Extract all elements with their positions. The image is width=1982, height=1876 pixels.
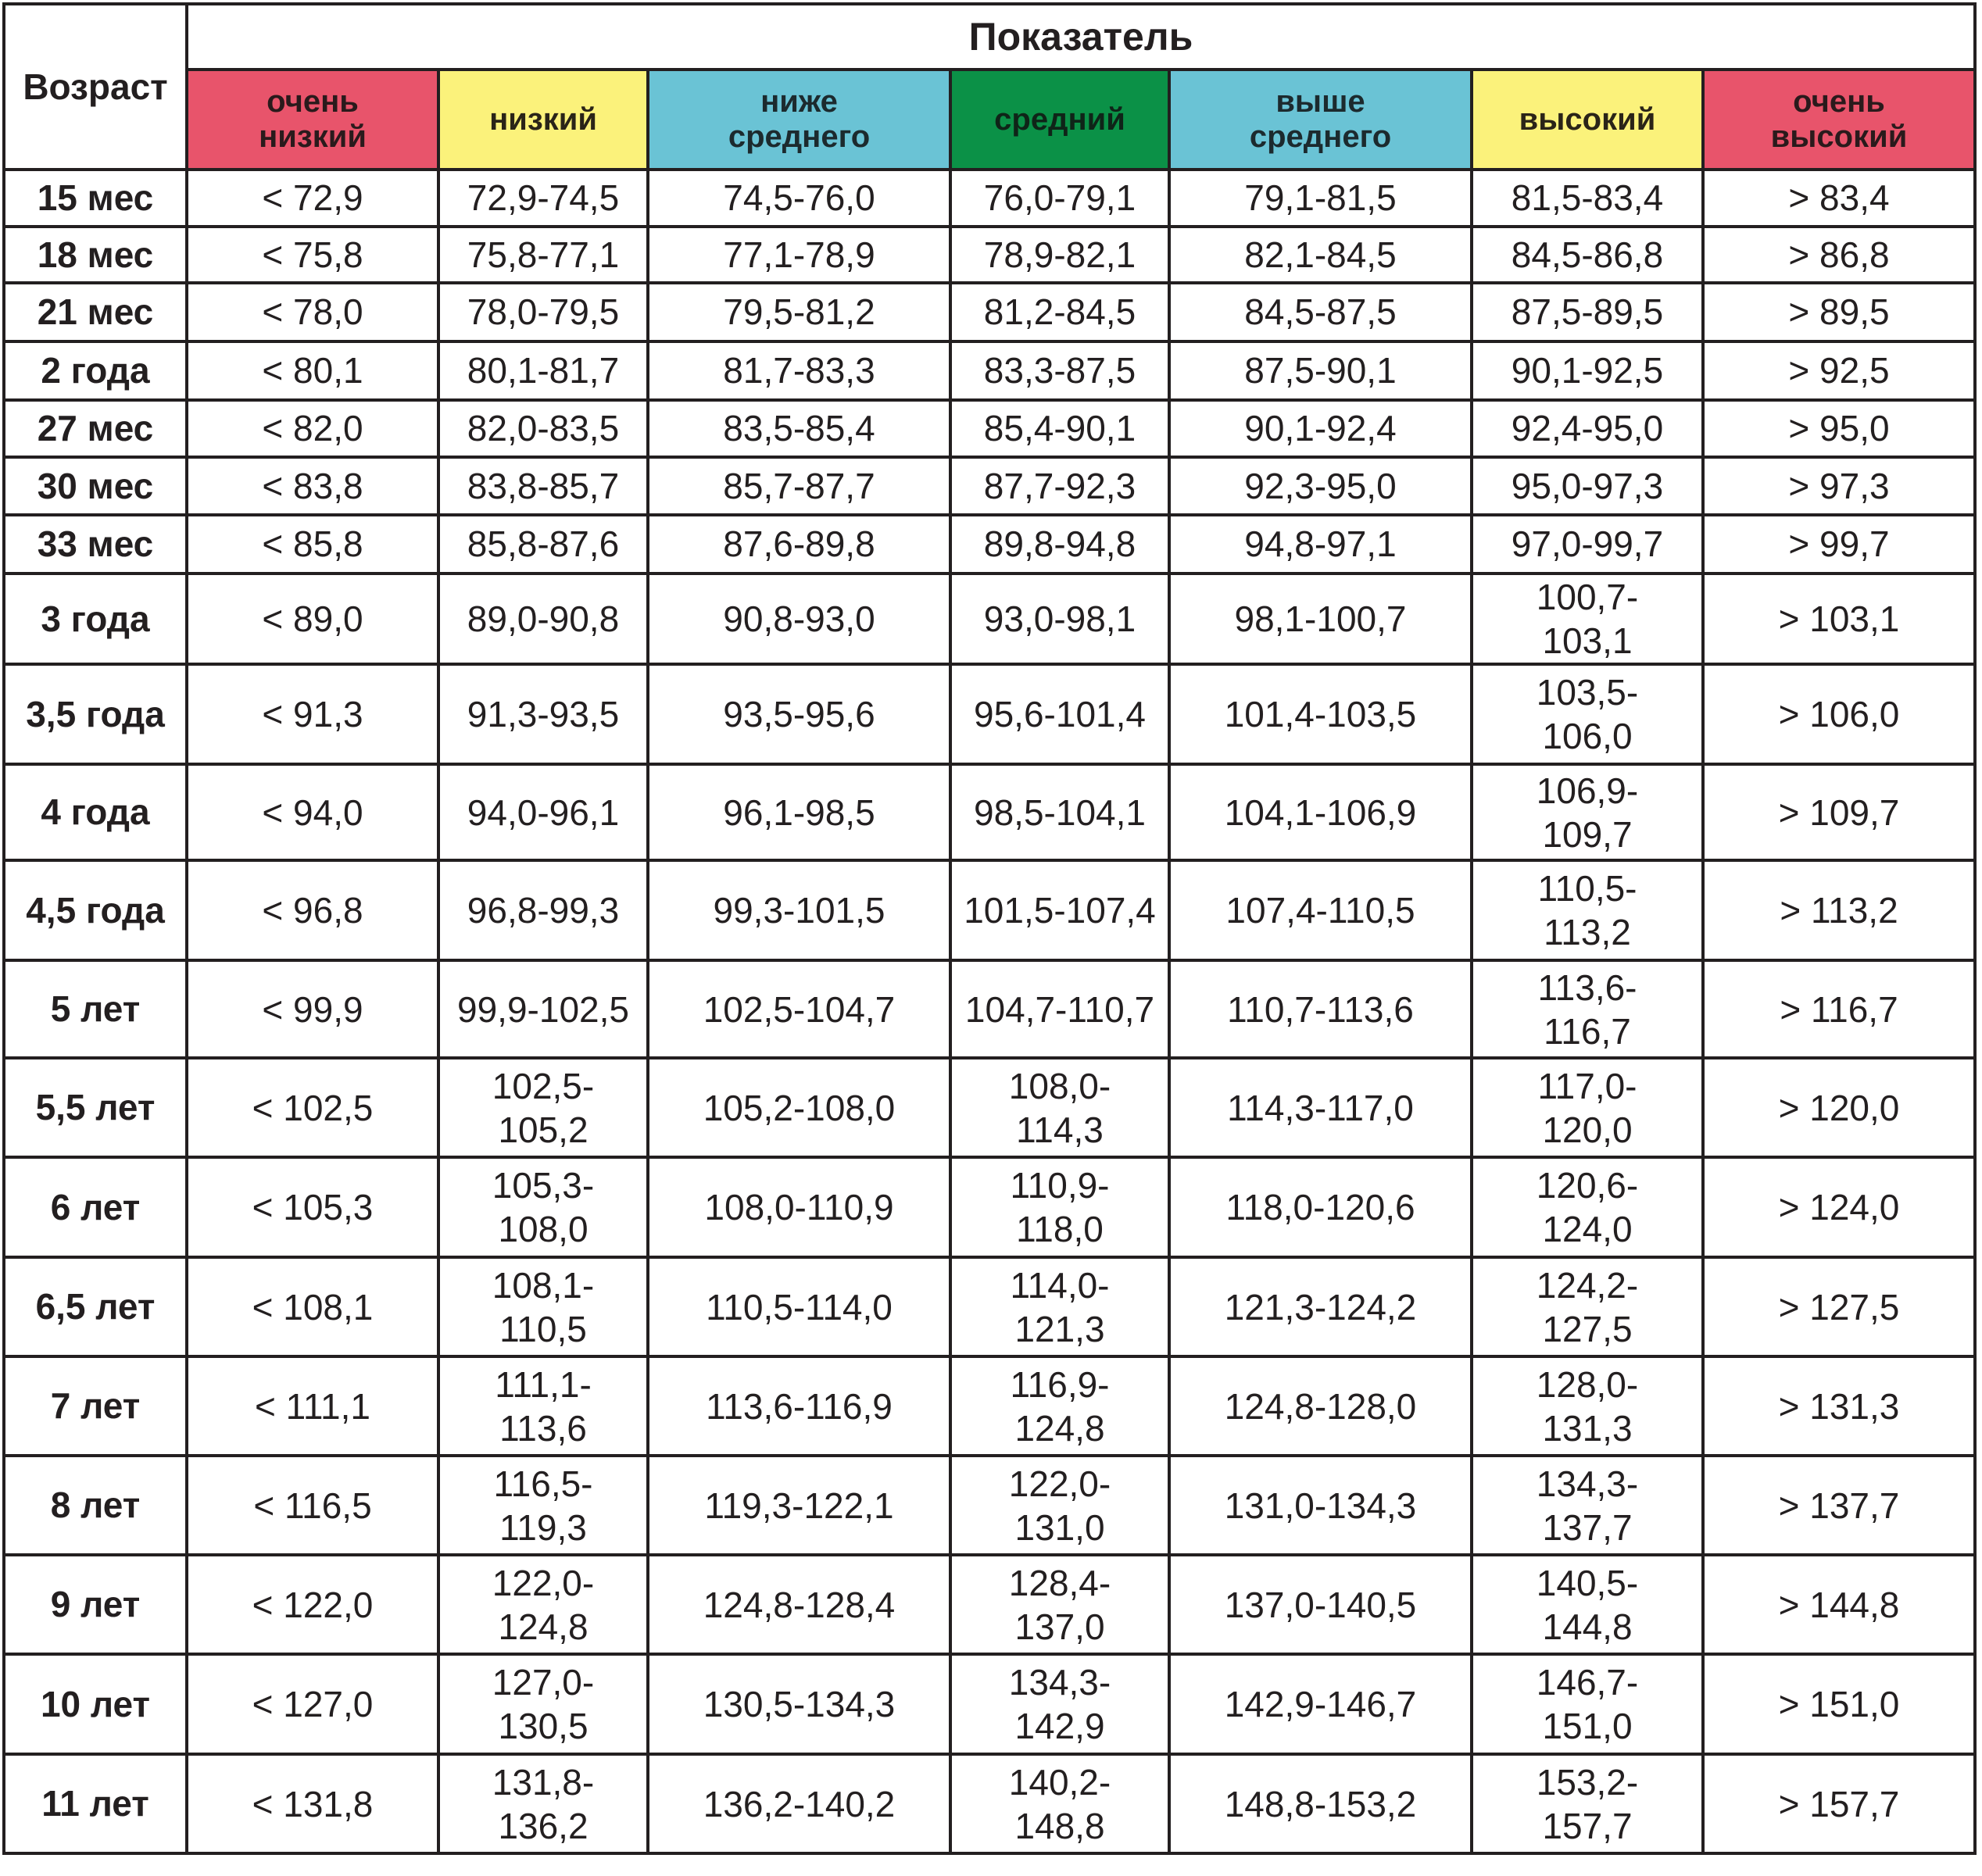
value-cell-below-average: 99,3-101,5 — [648, 860, 950, 960]
value-cell-high: 95,0-97,3 — [1472, 457, 1703, 515]
value-cell-above-average: 82,1-84,5 — [1169, 227, 1472, 283]
value-cell-very-high: > 106,0 — [1703, 664, 1975, 764]
age-cell: 4,5 года — [4, 860, 187, 960]
value-cell-very-high: > 99,7 — [1703, 515, 1975, 574]
age-cell: 33 мес — [4, 515, 187, 574]
value-cell-low: 72,9-74,5 — [438, 170, 648, 227]
value-cell-low: 108,1- 110,5 — [438, 1257, 648, 1356]
value-cell-average: 128,4- 137,0 — [950, 1555, 1169, 1654]
value-cell-below-average: 108,0-110,9 — [648, 1157, 950, 1257]
value-cell-low: 96,8-99,3 — [438, 860, 648, 960]
value-cell-below-average: 113,6-116,9 — [648, 1356, 950, 1456]
value-cell-low: 85,8-87,6 — [438, 515, 648, 574]
age-cell: 21 мес — [4, 283, 187, 341]
value-cell-above-average: 101,4-103,5 — [1169, 664, 1472, 764]
category-header-average: средний — [950, 70, 1169, 170]
table-row — [4, 1555, 1975, 1654]
age-cell: 27 мес — [4, 400, 187, 457]
table-row — [4, 1058, 1975, 1157]
value-cell-very-low: < 99,9 — [187, 960, 438, 1058]
value-cell-very-high: > 157,7 — [1703, 1754, 1975, 1853]
value-cell-above-average: 148,8-153,2 — [1169, 1754, 1472, 1853]
value-cell-low: 94,0-96,1 — [438, 764, 648, 860]
value-cell-above-average: 124,8-128,0 — [1169, 1356, 1472, 1456]
value-cell-low: 116,5- 119,3 — [438, 1456, 648, 1555]
age-cell: 7 лет — [4, 1356, 187, 1456]
value-cell-high: 153,2- 157,7 — [1472, 1754, 1703, 1853]
value-cell-very-low: < 75,8 — [187, 227, 438, 283]
value-cell-average: 108,0- 114,3 — [950, 1058, 1169, 1157]
value-cell-high: 120,6- 124,0 — [1472, 1157, 1703, 1257]
value-cell-below-average: 136,2-140,2 — [648, 1754, 950, 1853]
value-cell-above-average: 94,8-97,1 — [1169, 515, 1472, 574]
value-cell-average: 83,3-87,5 — [950, 341, 1169, 400]
value-cell-high: 87,5-89,5 — [1472, 283, 1703, 341]
value-cell-very-high: > 151,0 — [1703, 1654, 1975, 1754]
age-cell: 8 лет — [4, 1456, 187, 1555]
age-cell: 18 мес — [4, 227, 187, 283]
value-cell-average: 89,8-94,8 — [950, 515, 1169, 574]
value-cell-very-low: < 72,9 — [187, 170, 438, 227]
value-cell-high: 100,7- 103,1 — [1472, 574, 1703, 664]
category-header-low: низкий — [438, 70, 648, 170]
value-cell-above-average: 90,1-92,4 — [1169, 400, 1472, 457]
value-cell-very-low: < 82,0 — [187, 400, 438, 457]
value-cell-very-high: > 144,8 — [1703, 1555, 1975, 1654]
value-cell-below-average: 81,7-83,3 — [648, 341, 950, 400]
value-cell-high: 117,0- 120,0 — [1472, 1058, 1703, 1157]
value-cell-below-average: 124,8-128,4 — [648, 1555, 950, 1654]
value-cell-average: 114,0- 121,3 — [950, 1257, 1169, 1356]
value-cell-very-high: > 109,7 — [1703, 764, 1975, 860]
value-cell-below-average: 93,5-95,6 — [648, 664, 950, 764]
value-cell-very-high: > 113,2 — [1703, 860, 1975, 960]
value-cell-below-average: 130,5-134,3 — [648, 1654, 950, 1754]
value-cell-average: 85,4-90,1 — [950, 400, 1169, 457]
value-cell-below-average: 96,1-98,5 — [648, 764, 950, 860]
value-cell-below-average: 102,5-104,7 — [648, 960, 950, 1058]
value-cell-below-average: 105,2-108,0 — [648, 1058, 950, 1157]
value-cell-above-average: 118,0-120,6 — [1169, 1157, 1472, 1257]
indicator-group-header: Показатель — [187, 4, 1975, 70]
value-cell-average: 98,5-104,1 — [950, 764, 1169, 860]
value-cell-very-low: < 78,0 — [187, 283, 438, 341]
value-cell-high: 140,5- 144,8 — [1472, 1555, 1703, 1654]
table-header — [4, 4, 1975, 170]
value-cell-above-average: 79,1-81,5 — [1169, 170, 1472, 227]
value-cell-average: 101,5-107,4 — [950, 860, 1169, 960]
category-header-high: высокий — [1472, 70, 1703, 170]
value-cell-average: 81,2-84,5 — [950, 283, 1169, 341]
value-cell-above-average: 137,0-140,5 — [1169, 1555, 1472, 1654]
age-cell: 30 мес — [4, 457, 187, 515]
value-cell-high: 103,5- 106,0 — [1472, 664, 1703, 764]
table-row — [4, 1157, 1975, 1257]
age-cell: 9 лет — [4, 1555, 187, 1654]
value-cell-very-high: > 86,8 — [1703, 227, 1975, 283]
value-cell-high: 124,2- 127,5 — [1472, 1257, 1703, 1356]
table-row — [4, 1456, 1975, 1555]
value-cell-high: 106,9- 109,7 — [1472, 764, 1703, 860]
value-cell-below-average: 77,1-78,9 — [648, 227, 950, 283]
value-cell-low: 122,0- 124,8 — [438, 1555, 648, 1654]
value-cell-below-average: 85,7-87,7 — [648, 457, 950, 515]
value-cell-very-high: > 95,0 — [1703, 400, 1975, 457]
age-cell: 11 лет — [4, 1754, 187, 1853]
table-row — [4, 1257, 1975, 1356]
category-header-above-average: выше среднего — [1169, 70, 1472, 170]
height-norms-table — [2, 2, 1977, 1855]
value-cell-above-average: 87,5-90,1 — [1169, 341, 1472, 400]
value-cell-high: 97,0-99,7 — [1472, 515, 1703, 574]
value-cell-below-average: 119,3-122,1 — [648, 1456, 950, 1555]
value-cell-below-average: 90,8-93,0 — [648, 574, 950, 664]
value-cell-very-low: < 131,8 — [187, 1754, 438, 1853]
age-cell: 5,5 лет — [4, 1058, 187, 1157]
value-cell-very-low: < 122,0 — [187, 1555, 438, 1654]
value-cell-very-low: < 111,1 — [187, 1356, 438, 1456]
table-row — [4, 170, 1975, 227]
value-cell-average: 95,6-101,4 — [950, 664, 1169, 764]
value-cell-low: 78,0-79,5 — [438, 283, 648, 341]
value-cell-very-low: < 80,1 — [187, 341, 438, 400]
category-header-below-average: ниже среднего — [648, 70, 950, 170]
value-cell-above-average: 121,3-124,2 — [1169, 1257, 1472, 1356]
value-cell-above-average: 131,0-134,3 — [1169, 1456, 1472, 1555]
value-cell-average: 140,2- 148,8 — [950, 1754, 1169, 1853]
age-cell: 6,5 лет — [4, 1257, 187, 1356]
value-cell-very-low: < 108,1 — [187, 1257, 438, 1356]
value-cell-high: 110,5- 113,2 — [1472, 860, 1703, 960]
table-row — [4, 960, 1975, 1058]
age-cell: 6 лет — [4, 1157, 187, 1257]
value-cell-low: 105,3- 108,0 — [438, 1157, 648, 1257]
table-row — [4, 764, 1975, 860]
value-cell-very-low: < 102,5 — [187, 1058, 438, 1157]
table-row — [4, 400, 1975, 457]
table-row — [4, 1356, 1975, 1456]
value-cell-very-high: > 83,4 — [1703, 170, 1975, 227]
value-cell-very-high: > 127,5 — [1703, 1257, 1975, 1356]
category-header-row — [4, 70, 1975, 170]
value-cell-above-average: 104,1-106,9 — [1169, 764, 1472, 860]
value-cell-low: 83,8-85,7 — [438, 457, 648, 515]
value-cell-below-average: 79,5-81,2 — [648, 283, 950, 341]
value-cell-low: 82,0-83,5 — [438, 400, 648, 457]
value-cell-very-high: > 92,5 — [1703, 341, 1975, 400]
value-cell-very-low: < 105,3 — [187, 1157, 438, 1257]
table-row — [4, 574, 1975, 664]
value-cell-below-average: 110,5-114,0 — [648, 1257, 950, 1356]
table-row — [4, 227, 1975, 283]
value-cell-very-high: > 137,7 — [1703, 1456, 1975, 1555]
age-cell: 4 года — [4, 764, 187, 860]
value-cell-low: 131,8- 136,2 — [438, 1754, 648, 1853]
value-cell-very-high: > 116,7 — [1703, 960, 1975, 1058]
value-cell-below-average: 87,6-89,8 — [648, 515, 950, 574]
value-cell-average: 110,9- 118,0 — [950, 1157, 1169, 1257]
value-cell-above-average: 92,3-95,0 — [1169, 457, 1472, 515]
value-cell-high: 90,1-92,5 — [1472, 341, 1703, 400]
value-cell-above-average: 98,1-100,7 — [1169, 574, 1472, 664]
value-cell-average: 122,0- 131,0 — [950, 1456, 1169, 1555]
value-cell-low: 102,5- 105,2 — [438, 1058, 648, 1157]
value-cell-high: 92,4-95,0 — [1472, 400, 1703, 457]
age-cell: 10 лет — [4, 1654, 187, 1754]
value-cell-very-high: > 131,3 — [1703, 1356, 1975, 1456]
table-row — [4, 457, 1975, 515]
value-cell-below-average: 74,5-76,0 — [648, 170, 950, 227]
value-cell-very-low: < 96,8 — [187, 860, 438, 960]
value-cell-average: 76,0-79,1 — [950, 170, 1169, 227]
age-cell: 3 года — [4, 574, 187, 664]
value-cell-average: 104,7-110,7 — [950, 960, 1169, 1058]
age-cell: 5 лет — [4, 960, 187, 1058]
value-cell-low: 127,0- 130,5 — [438, 1654, 648, 1754]
value-cell-high: 128,0- 131,3 — [1472, 1356, 1703, 1456]
age-cell: 2 года — [4, 341, 187, 400]
value-cell-average: 116,9- 124,8 — [950, 1356, 1169, 1456]
value-cell-high: 81,5-83,4 — [1472, 170, 1703, 227]
value-cell-average: 87,7-92,3 — [950, 457, 1169, 515]
value-cell-low: 80,1-81,7 — [438, 341, 648, 400]
value-cell-very-high: > 97,3 — [1703, 457, 1975, 515]
value-cell-very-low: < 91,3 — [187, 664, 438, 764]
value-cell-low: 99,9-102,5 — [438, 960, 648, 1058]
table-body — [4, 170, 1975, 1853]
value-cell-very-low: < 127,0 — [187, 1654, 438, 1754]
value-cell-high: 113,6- 116,7 — [1472, 960, 1703, 1058]
age-cell: 15 мес — [4, 170, 187, 227]
table-row — [4, 283, 1975, 341]
value-cell-very-low: < 85,8 — [187, 515, 438, 574]
value-cell-above-average: 142,9-146,7 — [1169, 1654, 1472, 1754]
value-cell-very-low: < 94,0 — [187, 764, 438, 860]
value-cell-very-low: < 83,8 — [187, 457, 438, 515]
value-cell-low: 75,8-77,1 — [438, 227, 648, 283]
category-header-very-low: очень низкий — [187, 70, 438, 170]
table-row — [4, 664, 1975, 764]
table-row — [4, 1654, 1975, 1754]
value-cell-above-average: 107,4-110,5 — [1169, 860, 1472, 960]
value-cell-very-high: > 89,5 — [1703, 283, 1975, 341]
value-cell-above-average: 84,5-87,5 — [1169, 283, 1472, 341]
value-cell-very-high: > 124,0 — [1703, 1157, 1975, 1257]
value-cell-above-average: 110,7-113,6 — [1169, 960, 1472, 1058]
table-row — [4, 341, 1975, 400]
value-cell-very-high: > 120,0 — [1703, 1058, 1975, 1157]
age-cell: 3,5 года — [4, 664, 187, 764]
value-cell-high: 84,5-86,8 — [1472, 227, 1703, 283]
value-cell-above-average: 114,3-117,0 — [1169, 1058, 1472, 1157]
value-cell-high: 134,3- 137,7 — [1472, 1456, 1703, 1555]
value-cell-high: 146,7- 151,0 — [1472, 1654, 1703, 1754]
age-column-header: Возраст — [4, 4, 187, 170]
value-cell-low: 111,1- 113,6 — [438, 1356, 648, 1456]
value-cell-below-average: 83,5-85,4 — [648, 400, 950, 457]
value-cell-average: 78,9-82,1 — [950, 227, 1169, 283]
table-row — [4, 860, 1975, 960]
category-header-very-high: очень высокий — [1703, 70, 1975, 170]
value-cell-very-low: < 89,0 — [187, 574, 438, 664]
value-cell-low: 89,0-90,8 — [438, 574, 648, 664]
value-cell-very-low: < 116,5 — [187, 1456, 438, 1555]
table-row — [4, 1754, 1975, 1853]
value-cell-average: 134,3- 142,9 — [950, 1654, 1169, 1754]
table-row — [4, 515, 1975, 574]
value-cell-average: 93,0-98,1 — [950, 574, 1169, 664]
value-cell-low: 91,3-93,5 — [438, 664, 648, 764]
value-cell-very-high: > 103,1 — [1703, 574, 1975, 664]
